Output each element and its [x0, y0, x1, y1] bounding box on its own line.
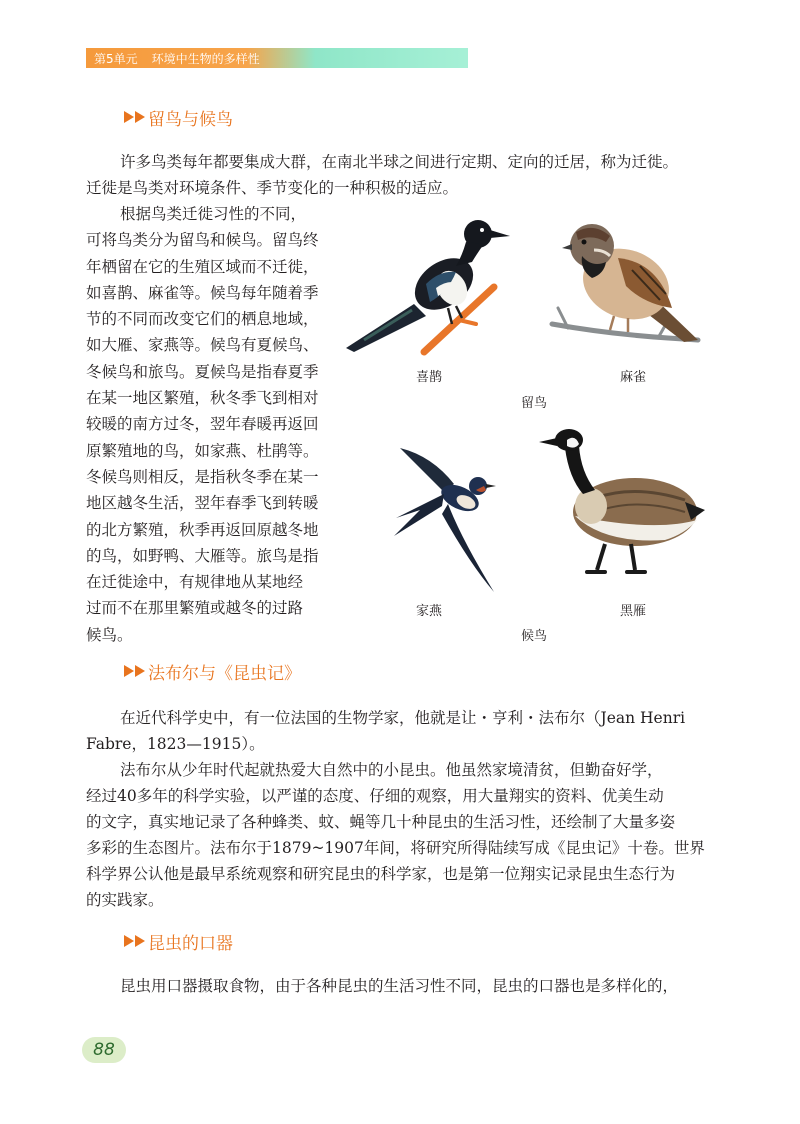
text-line: 候鸟。 [86, 625, 133, 644]
unit-label: 第5单元 [94, 51, 138, 66]
caption-resident-birds: 留鸟 [521, 396, 548, 411]
side-text-column [86, 201, 336, 648]
text-line: 原繁殖地的鸟，如家燕、杜鹃等。 [86, 441, 319, 460]
double-triangle-icon [124, 665, 146, 677]
text-line: 法布尔从少年时代起就热爱大自然中的小昆虫。他虽然家境清贫，但勤奋好学， [120, 761, 663, 779]
text-line: 科学界公认他是最早系统观察和研究昆虫的科学家，也是第一位翔实记录昆虫生态行为 [86, 865, 676, 883]
text-line: 经过40多年的科学实验，以严谨的态度、仔细的观察，用大量翔实的资料、优美生动 [86, 787, 664, 805]
magpie-illustration [344, 212, 514, 357]
text-line: 节的不同而改变它们的栖息地域， [86, 310, 319, 329]
caption-swallow: 家燕 [416, 604, 443, 619]
text-line: 许多鸟类每年都要集成大群，在南北半球之间进行定期、定向的迁居，称为迁徙。 [120, 153, 679, 171]
text-line: Fabre，1823—1915）。 [86, 735, 265, 753]
text-line: 根据鸟类迁徙习性的不同， [120, 205, 307, 223]
text-line: 冬候鸟则相反，是指秋冬季在某一 [86, 467, 319, 486]
section-heading-text: 留鸟与候鸟 [148, 109, 233, 130]
mouthparts-paragraph [86, 973, 678, 999]
caption-sparrow: 麻雀 [620, 370, 647, 385]
intro-paragraph [86, 149, 678, 201]
swallow-illustration [392, 440, 507, 600]
page-number-badge: 88 [82, 1037, 126, 1063]
sparrow-illustration [548, 212, 708, 352]
double-triangle-icon [124, 935, 146, 947]
text-line: 的实践家。 [86, 891, 164, 909]
section-heading-text: 法布尔与《昆虫记》 [148, 663, 301, 684]
text-line: 多彩的生态图片。法布尔于1879~1907年间，将研究所得陆续写成《昆虫记》十卷。世界 [86, 839, 705, 857]
text-line: 在迁徙途中，有规律地从某地经 [86, 573, 304, 592]
text-line: 如喜鹊、麻雀等。候鸟每年随着季 [86, 283, 319, 302]
text-line: 过而不在那里繁殖或越冬的过路 [86, 599, 304, 618]
caption-goose: 黑雁 [620, 604, 647, 619]
text-line: 的文字，真实地记录了各种蜂类、蚊、蝇等几十种昆虫的生活习性，还绘制了大量多姿 [86, 813, 676, 831]
text-line: 昆虫用口器摄取食物，由于各种昆虫的生活习性不同，昆虫的口器也是多样化的， [120, 977, 679, 995]
text-line: 在近代科学史中，有一位法国的生物学家，他就是让・亨利・法布尔（Jean Henri [120, 709, 686, 727]
text-line: 的鸟，如野鸭、大雁等。旅鸟是指 [86, 546, 319, 565]
caption-magpie: 喜鹊 [416, 370, 443, 385]
text-line: 在某一地区繁殖，秋冬季飞到相对 [86, 389, 319, 408]
text-line: 年栖留在它的生殖区域而不迁徙， [86, 257, 319, 276]
text-line: 冬候鸟和旅鸟。夏候鸟是指春夏季 [86, 362, 319, 381]
unit-title: 环境中生物的多样性 [151, 51, 260, 66]
section-heading-resident-migrant [124, 104, 233, 130]
caption-migrant-birds: 候鸟 [521, 629, 548, 644]
text-line: 地区越冬生活，翌年春季飞到转暖 [86, 494, 319, 513]
fabre-paragraphs [86, 705, 705, 913]
text-line: 可将鸟类分为留鸟和候鸟。留鸟终 [86, 231, 319, 250]
section-heading-mouthparts [124, 928, 233, 954]
text-line: 的北方繁殖，秋季再返回原越冬地 [86, 520, 319, 539]
section-heading-text: 昆虫的口器 [148, 933, 233, 954]
text-line: 较暖的南方过冬，翌年春暖再返回 [86, 415, 319, 434]
chapter-header-bar [86, 48, 468, 68]
text-line: 迁徙是鸟类对环境条件、季节变化的一种积极的适应。 [86, 179, 459, 197]
double-triangle-icon [124, 111, 146, 123]
text-line: 如大雁、家燕等。候鸟有夏候鸟、 [86, 336, 319, 355]
section-heading-fabre [124, 658, 301, 684]
goose-illustration [535, 420, 707, 582]
